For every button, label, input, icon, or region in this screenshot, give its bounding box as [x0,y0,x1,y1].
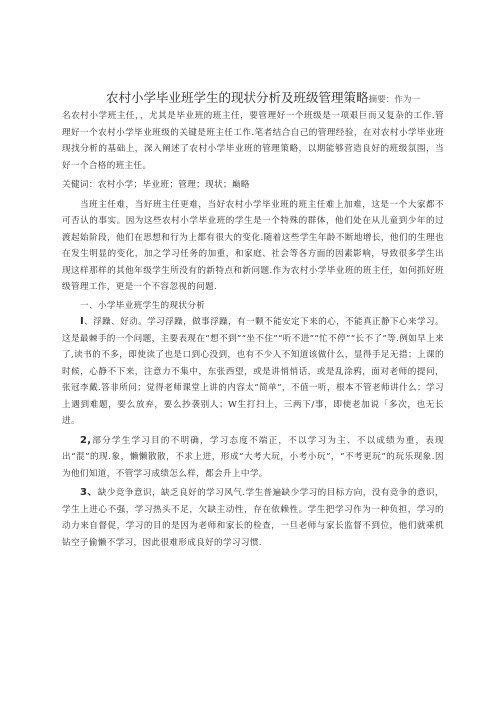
abstract-text: 名农村小学班主任，，尤其是毕业班的班主任，要管理好一个班级是一项艰巨而又复杂的工作.管理好一个农村小学毕业班级的关键是班主任工作.笔者结合自己的管理经验，在对农村小学毕业班现找分析的基础上，深入阐述了农村小学毕业班的管理策略，以期能够营造良好的班级氛围，当好一个合格的班主任。 [62,111,444,171]
intro-paragraph: 当班主任难，当好班主任更难，当好农村小学毕业班的班主任难上加难，这是一个大家都不可否认的事实。因为这些农村小学毕业班的学生是一个特殊的群体，他们处在从儿童到少年的过渡起始阶段，他们在思想和行为上都有很大的变化.随着这些学生年龄不断地增长，他们的生理也在发生明显的变化，加之学习任务的加重，和家庭、社会等各方面的因素影响，导致很多学生出现这样那样的其他年级学生所没有的新特点和新问题.作为农村小学毕业班的班主任，如何抓好班级管理工作，更是一个不容忽视的问题. [62,199,444,292]
section-heading: 一、小学毕业班学生的现状分析 [80,300,206,311]
title-line [62,90,444,108]
document-title: 农村小学毕业班学生的现状分析及班级管理策略 [106,90,369,105]
abstract-start: 作为一 [394,95,421,105]
item-1-text: 、浮躁、好动。学习浮躁，做事浮躁，有一颗不能安定下来的心，不能真正静下心来学习。这是最棘手的一个问题，主要表现在“想不到”“坐不住”“听不进”“忙不停”“长不了”等.例如早上来了,读书的不多，即使读了也是口到心没到，也有不少人不知道该做什么，显得手足无措；上课的时候，心静不下来，注意力不集中，东张西望，或是讲悄悄话，或是乱涂鸦，面对老师的提问，张冠李戴.答非所问；觉得老师课堂上讲的内容太“简单”，不值一听，根本不管老师讲什么；学习上遇到难题，要么放弃，要么抄袭别人；W生打扫上，三两下/事，即使老加说「多次，也无长进。 [62,317,444,426]
item-1-paragraph [62,314,444,430]
keywords-line: 关健词：农村小学；毕业班；管理；现状；巅略 [62,180,250,190]
item-3-text: 缺少竞争意识，缺乏良好的学习风气.学生普遍缺少学习的目标方向，没有竞争的意识，学生上进心不强，学习热头不足，欠缺主动性，存在依赖性。学生把学习作为一种负担，学习的动力来自督促，学习的目的是因为老师和家长的检查，一旦老师与家长监督不到位，他们就乘机钻空子偷懒不学习，因此很难形成良好的学习习惯. [62,488,444,548]
item-3-number: 3、 [80,487,98,498]
abstract-label: 摘要： [368,95,395,105]
item-3-paragraph [62,485,444,551]
item-2-number: 2, [80,434,92,446]
item-2-text: 部分学生学习目的不明确，学习态度不端正，不以学习为主、不以成绩为重，表现出“混”的现.象，懒懒散散，不求上进，形成“大考大玩，小考小玩”，“不考更玩”的玩乐现象.因为他们知道，不管学习成绩怎么样，都会升上中学。 [62,435,444,479]
item-1-number: I [80,316,85,327]
item-2-paragraph [62,433,444,483]
document-page [62,90,444,551]
